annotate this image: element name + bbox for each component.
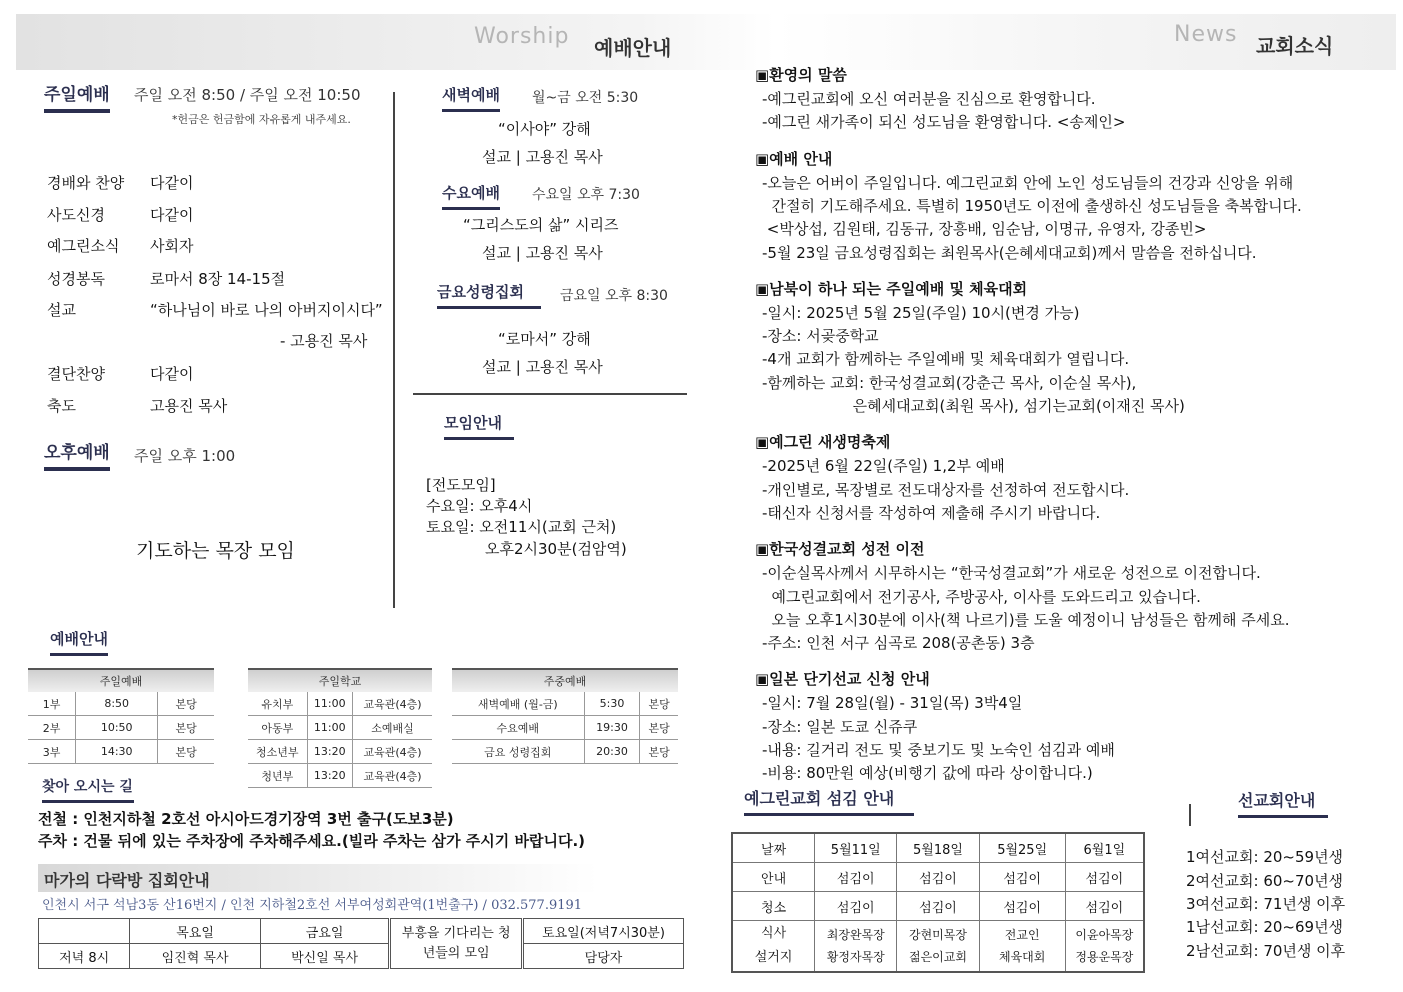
school-schedule-header: 주일학교 bbox=[248, 669, 432, 692]
maga-youth-meeting: 부흥을 기다리는 청년들의 모임 bbox=[390, 919, 523, 969]
order-value: 다같이 bbox=[150, 365, 194, 383]
news-heading: ▣한국성결교회 성전 이전 bbox=[755, 540, 925, 559]
afternoon-time: 주일 오후 1:00 bbox=[134, 447, 236, 465]
news-heading: ▣예그린 새생명축제 bbox=[755, 433, 891, 452]
mission-item: 3여선교회: 71년생 이후 bbox=[1186, 895, 1346, 913]
mission-title: 선교회안내 bbox=[1238, 788, 1328, 818]
meetings-title: 모임안내 bbox=[444, 412, 514, 440]
news-line: -일시: 2025년 5월 25일(주일) 10시(변경 가능) bbox=[762, 303, 1080, 322]
sunday-schedule-table bbox=[28, 668, 214, 764]
table-row: 수요예배 19:30 본당 bbox=[452, 716, 678, 740]
dawn-time: 월~금 오전 5:30 bbox=[532, 90, 639, 106]
news-line: 예그린교회에서 전기공사, 주방공사, 이사를 도와드리고 있습니다. bbox=[762, 587, 1201, 606]
order-label: 축도 bbox=[47, 397, 76, 415]
worship-ko-title: 예배안내 bbox=[594, 36, 672, 60]
table-row: 식사 설거지 최장완목장 황정자목장 강현미목장 젊은이교회 전교인 체육대회 이윤아목장 정용운목장 bbox=[732, 921, 1144, 973]
news-line: -이순실목사께서 시무하시는 “한국성결교회”가 새로운 성전으로 이전합니다. bbox=[762, 564, 1261, 583]
school-schedule-table bbox=[248, 668, 432, 788]
directions-parking: 주차 : 건물 뒤에 있는 주차장에 주차해주세요.(빌라 주차는 삼가 주시기 바랍니다.) bbox=[38, 832, 586, 850]
news-ko-title: 교회소식 bbox=[1256, 34, 1334, 58]
divider-meetings bbox=[413, 393, 687, 395]
meeting-line-4: 오후2시30분(검암역) bbox=[485, 540, 627, 558]
news-line: 간절히 기도해주세요. 특별히 1950년도 이전에 출생하신 성도님들을 축복합니다. bbox=[762, 196, 1302, 215]
news-line: -일시: 7월 28일(월) - 31일(목) 3박4일 bbox=[762, 694, 1023, 713]
meeting-line-1: [전도모임] bbox=[426, 476, 496, 494]
order-value: - 고용진 목사 bbox=[280, 332, 368, 350]
directions-subway: 전철 : 인천지하철 2호선 아시아드경기장역 3번 출구(도보3분) bbox=[38, 810, 454, 828]
dawn-worship-title: 새벽예배 bbox=[442, 84, 500, 112]
weekday-schedule-table bbox=[452, 668, 678, 764]
news-line: -2025년 6월 22일(주일) 1,2부 예배 bbox=[762, 457, 1005, 476]
table-row: 3부 14:30 본당 bbox=[28, 740, 214, 764]
table-row: 유치부 11:00 교육관(4층) bbox=[248, 692, 432, 716]
news-line: -장소: 서곶중학교 bbox=[762, 327, 879, 346]
table-row: 안내 섬김이 섬김이 섬김이 섬김이 bbox=[732, 863, 1144, 892]
table-row: 청년부 13:20 교육관(4층) bbox=[248, 764, 432, 788]
directions-title: 찾아 오시는 길 bbox=[42, 776, 134, 803]
news-line: -비용: 80만원 예상(비행기 값에 따라 상이합니다.) bbox=[762, 764, 1093, 783]
order-value: 고용진 목사 bbox=[150, 397, 228, 415]
news-line: -개인별로, 목장별로 전도대상자를 선정하여 전도합시다. bbox=[762, 480, 1130, 499]
news-line: -함께하는 교회: 한국성결교회(강춘근 목사, 이순실 목사), bbox=[762, 373, 1137, 392]
order-label: 성경봉독 bbox=[47, 270, 105, 288]
table-row: 청소 섬김이 섬김이 섬김이 섬김이 bbox=[732, 892, 1144, 921]
news-line: -예그린 새가족이 되신 성도님을 환영합니다. <송제인> bbox=[762, 113, 1126, 132]
friday-time: 금요일 오후 8:30 bbox=[560, 288, 668, 304]
news-line: -주소: 인천 서구 심곡로 208(공촌동) 3층 bbox=[762, 634, 1035, 653]
news-line: <박상섭, 김원태, 김동규, 장흥배, 임순남, 이명규, 유영자, 강종빈> bbox=[762, 220, 1207, 239]
news-en-title: News bbox=[1174, 22, 1238, 47]
afternoon-worship-title: 오후예배 bbox=[44, 438, 110, 471]
afternoon-program: 기도하는 목장 모임 bbox=[136, 540, 295, 562]
maga-thu-leader: 임진혁 목사 bbox=[130, 944, 260, 969]
maga-table bbox=[38, 918, 684, 969]
table-row: 1부 8:50 본당 bbox=[28, 692, 214, 716]
schedule-title: 예배안내 bbox=[50, 628, 108, 656]
maga-time: 저녁 8시 bbox=[39, 944, 130, 969]
dawn-topic: “이사야” 강해 bbox=[498, 120, 591, 138]
sunday-schedule-header: 주일예배 bbox=[28, 669, 214, 692]
news-heading: ▣환영의 말씀 bbox=[755, 66, 847, 84]
wednesday-preacher: 설교 | 고용진 목사 bbox=[482, 244, 603, 262]
maga-address: 인천시 서구 석남3동 산16번지 / 인천 지하철2호선 서부여성회관역(1번출구) / 032.577.9191 bbox=[42, 898, 583, 913]
weekday-schedule-header: 주중예배 bbox=[452, 669, 678, 692]
mission-item: 1남선교회: 20~69년생 bbox=[1186, 918, 1344, 936]
mission-item: 2남선교회: 70년생 이후 bbox=[1186, 942, 1346, 960]
column-divider bbox=[393, 92, 395, 608]
news-heading: ▣예배 안내 bbox=[755, 149, 833, 168]
order-label: 예그린소식 bbox=[47, 237, 120, 255]
maga-fri-header: 금요일 bbox=[260, 919, 390, 944]
friday-preacher: 설교 | 고용진 목사 bbox=[482, 358, 603, 376]
table-row: 아동부 11:00 소예배실 bbox=[248, 716, 432, 740]
worship-en-title: Worship bbox=[474, 24, 570, 49]
table-row: 청소년부 13:20 교육관(4층) bbox=[248, 740, 432, 764]
order-value: “하나님이 바로 나의 아버지이시다” bbox=[150, 301, 383, 319]
order-label: 사도신경 bbox=[47, 206, 105, 224]
order-value: 다같이 bbox=[150, 206, 194, 224]
mission-item: 1여선교회: 20~59년생 bbox=[1186, 848, 1344, 866]
maga-sat-leader: 담당자 bbox=[523, 944, 684, 969]
table-row: 금요 성령집회 20:30 본당 bbox=[452, 740, 678, 764]
order-value: 다같이 bbox=[150, 174, 194, 192]
table-row: 2부 10:50 본당 bbox=[28, 716, 214, 740]
maga-title: 마가의 다락방 집회안내 bbox=[44, 871, 210, 890]
news-heading: ▣남북이 하나 되는 주일예배 및 체육대회 bbox=[755, 279, 1028, 298]
order-value: 사회자 bbox=[150, 237, 194, 255]
friday-worship-title: 금요성령집회 bbox=[437, 281, 541, 309]
news-line: 은혜세대교회(최원 목사), 섬기는교회(이재진 목사) bbox=[762, 397, 1185, 415]
news-line: -장소: 일본 도쿄 신쥬쿠 bbox=[762, 717, 918, 736]
news-line: -태신자 신청서를 작성하여 제출해 주시기 바랍니다. bbox=[762, 503, 1101, 522]
wednesday-time: 수요일 오후 7:30 bbox=[532, 187, 640, 203]
order-label: 결단찬양 bbox=[47, 365, 105, 383]
maga-fri-leader: 박신일 목사 bbox=[260, 944, 390, 969]
wednesday-topic: “그리스도의 삶” 시리즈 bbox=[463, 216, 619, 234]
serving-table: 날짜 5월11일 5월18일 5월25일 6월1일 안내 섬김이 섬김이 섬김이 섬김이 청소 섬김이 섬김이 섬김이 섬김이 식사 설거지 최장완목장 황정자목장 강현미목장 젊은이교회 전교인 체육대회 이윤아목장 정용운목장 bbox=[731, 832, 1145, 973]
wednesday-worship-title: 수요예배 bbox=[442, 182, 500, 210]
maga-thu-header: 목요일 bbox=[130, 919, 260, 944]
news-line: -4개 교회가 함께하는 주일예배 및 체육대회가 열립니다. bbox=[762, 350, 1130, 369]
dawn-preacher: 설교 | 고용진 목사 bbox=[482, 148, 603, 166]
order-label: 경배와 찬양 bbox=[47, 174, 125, 192]
meeting-line-3: 토요일: 오전11시(교회 근처) bbox=[426, 518, 617, 536]
mission-item: 2여선교회: 60~70년생 bbox=[1186, 872, 1344, 890]
friday-topic: “로마서” 강해 bbox=[498, 330, 591, 348]
news-line: 오늘 오후1시30분에 이사(책 나르기)를 도울 예정이니 남성들은 함께해 주세요. bbox=[762, 610, 1290, 629]
news-heading: ▣일본 단기선교 신청 안내 bbox=[755, 670, 930, 689]
sunday-times: 주일 오전 8:50 / 주일 오전 10:50 bbox=[134, 86, 361, 104]
news-line: -오늘은 어버이 주일입니다. 예그린교회 안에 노인 성도님들의 건강과 신앙을 위해 bbox=[762, 173, 1294, 192]
order-value: 로마서 8장 14-15절 bbox=[150, 270, 286, 288]
order-label: 설교 bbox=[47, 301, 76, 319]
meeting-line-2: 수요일: 오후4시 bbox=[426, 497, 533, 515]
mission-divider bbox=[1189, 804, 1191, 826]
offering-note: *헌금은 헌금함에 자유롭게 내주세요. bbox=[172, 113, 351, 126]
sunday-worship-title: 주일예배 bbox=[44, 80, 110, 113]
news-line: -내용: 길거리 전도 및 중보기도 및 노숙인 섬김과 예배 bbox=[762, 741, 1115, 759]
table-row: 새벽예배 (월-금) 5:30 본당 bbox=[452, 692, 678, 716]
maga-sat-header: 토요일(저녁7시30분) bbox=[523, 919, 684, 944]
news-line: -예그린교회에 오신 여러분을 진심으로 환영합니다. bbox=[762, 90, 1096, 108]
serving-title: 예그린교회 섬김 안내 bbox=[744, 786, 914, 816]
news-line: -5월 23일 금요성령집회는 최원목사(은혜세대교회)께서 말씀을 전하십니다. bbox=[762, 243, 1257, 262]
